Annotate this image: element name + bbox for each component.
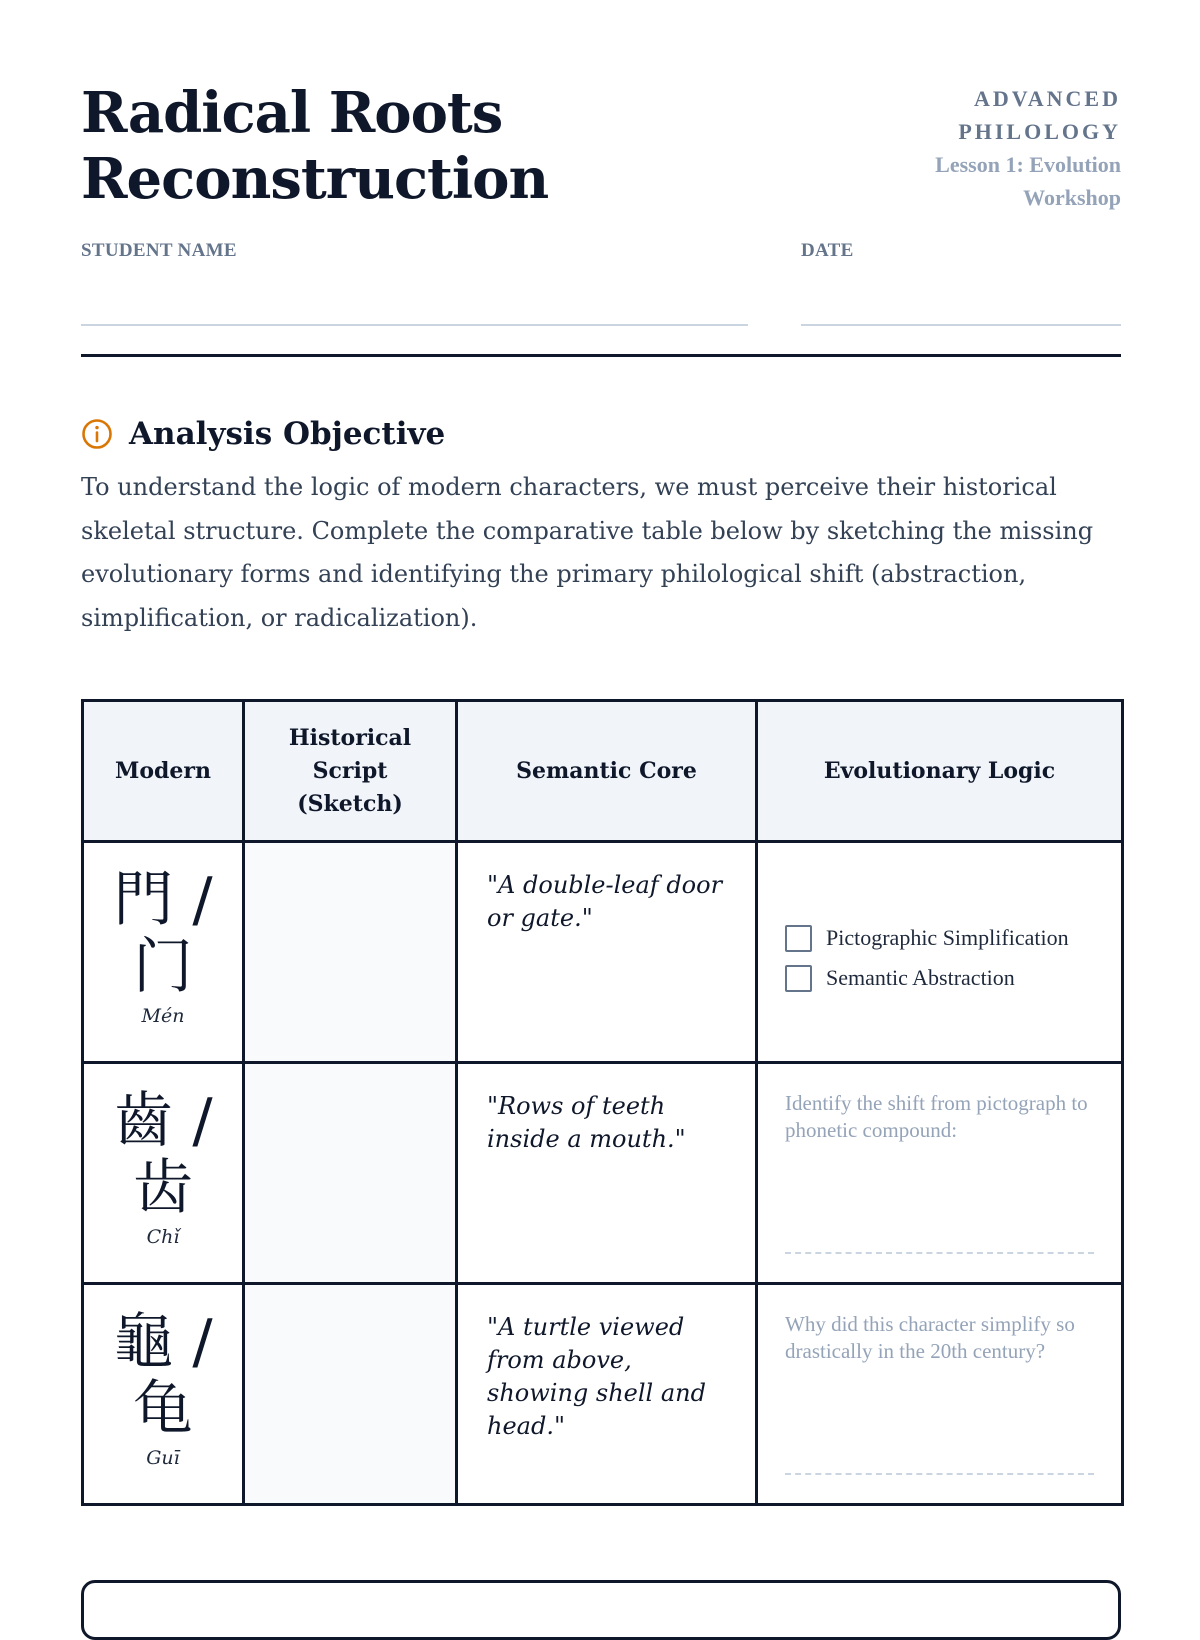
modern-glyph (84, 843, 242, 1001)
header-evolutionary-logic: Evolutionary Logic (757, 701, 1123, 842)
traditional-glyph: 門 / (113, 865, 213, 935)
simplified-glyph: 门 (133, 932, 193, 1002)
simplified-glyph: 龟 (133, 1374, 193, 1444)
analysis-objective (81, 412, 1121, 640)
checkbox[interactable] (785, 965, 812, 992)
table-row (83, 1284, 1123, 1505)
modern-glyph (84, 1064, 242, 1222)
objective-title: Analysis Objective (129, 416, 446, 452)
logic-cell (757, 842, 1123, 1063)
sketch-area[interactable] (244, 842, 457, 1063)
option-pictographic-simplification[interactable] (785, 919, 1094, 957)
modern-cell (83, 842, 244, 1063)
lesson-name-line-2: Workshop (1023, 185, 1121, 210)
student-name-label: STUDENT NAME (81, 240, 237, 261)
pinyin: Mén (141, 1005, 185, 1027)
pinyin: Guī (146, 1447, 180, 1469)
date-label: DATE (801, 240, 854, 261)
info-circle-icon (81, 418, 113, 450)
logic-prompt: Why did this character simplify so drastically in the 20th century? (785, 1312, 1075, 1363)
option-label: Semantic Abstraction (826, 965, 1015, 990)
modern-cell (83, 1063, 244, 1284)
objective-text: To understand the logic of modern characters, we must perceive their historical skeletal structure. Complete the comparative table below by sketching the missing evolutionary forms and identifying the primary philological shift (abstraction, simplification, or radicalization). (81, 473, 1094, 632)
course-name-line-1: ADVANCED (973, 86, 1121, 111)
worksheet-header (81, 80, 1121, 220)
answer-line[interactable] (785, 1252, 1094, 1254)
logic-cell (757, 1063, 1123, 1284)
semantic-core-text: "Rows of teeth inside a mouth." (487, 1092, 686, 1153)
traditional-glyph: 龜 / (113, 1307, 213, 1377)
sketch-area[interactable] (244, 1063, 457, 1284)
title-line-2: Reconstruction (81, 146, 549, 212)
evolution-table (81, 699, 1124, 1506)
sketch-area[interactable] (244, 1284, 457, 1505)
logic-options (785, 843, 1094, 997)
option-label: Pictographic Simplification (826, 925, 1069, 950)
student-name-field[interactable] (81, 324, 748, 326)
table-row (83, 842, 1123, 1063)
pinyin: Chǐ (146, 1226, 180, 1248)
next-section-box (81, 1580, 1121, 1640)
traditional-glyph: 齒 / (113, 1086, 213, 1156)
semantic-cell (457, 1063, 757, 1284)
answer-line[interactable] (785, 1473, 1094, 1475)
course-name-line-2: PHILOLOGY (958, 119, 1121, 144)
semantic-cell (457, 1284, 757, 1505)
modern-cell (83, 1284, 244, 1505)
header-divider (81, 354, 1121, 357)
semantic-core-text: "A double-leaf door or gate." (487, 871, 723, 932)
semantic-cell (457, 842, 757, 1063)
page-title (81, 80, 548, 212)
lesson-name-line-1: Lesson 1: Evolution (935, 152, 1121, 177)
course-info (861, 82, 1121, 214)
semantic-core-text: "A turtle viewed from above, showing shell and head." (487, 1313, 706, 1440)
simplified-glyph: 齿 (133, 1153, 193, 1223)
header-modern: Modern (83, 701, 244, 842)
table-header-row (83, 701, 1123, 842)
date-field[interactable] (801, 324, 1121, 326)
logic-cell (757, 1284, 1123, 1505)
header-historical-script: Historical Script (Sketch) (244, 701, 457, 842)
logic-prompt: Identify the shift from pictograph to phonetic compound: (785, 1091, 1088, 1142)
title-line-1: Radical Roots (81, 80, 503, 146)
objective-heading (81, 412, 1121, 456)
table-row (83, 1063, 1123, 1284)
header-semantic-core: Semantic Core (457, 701, 757, 842)
modern-glyph (84, 1285, 242, 1443)
option-semantic-abstraction[interactable] (785, 959, 1094, 997)
checkbox[interactable] (785, 925, 812, 952)
